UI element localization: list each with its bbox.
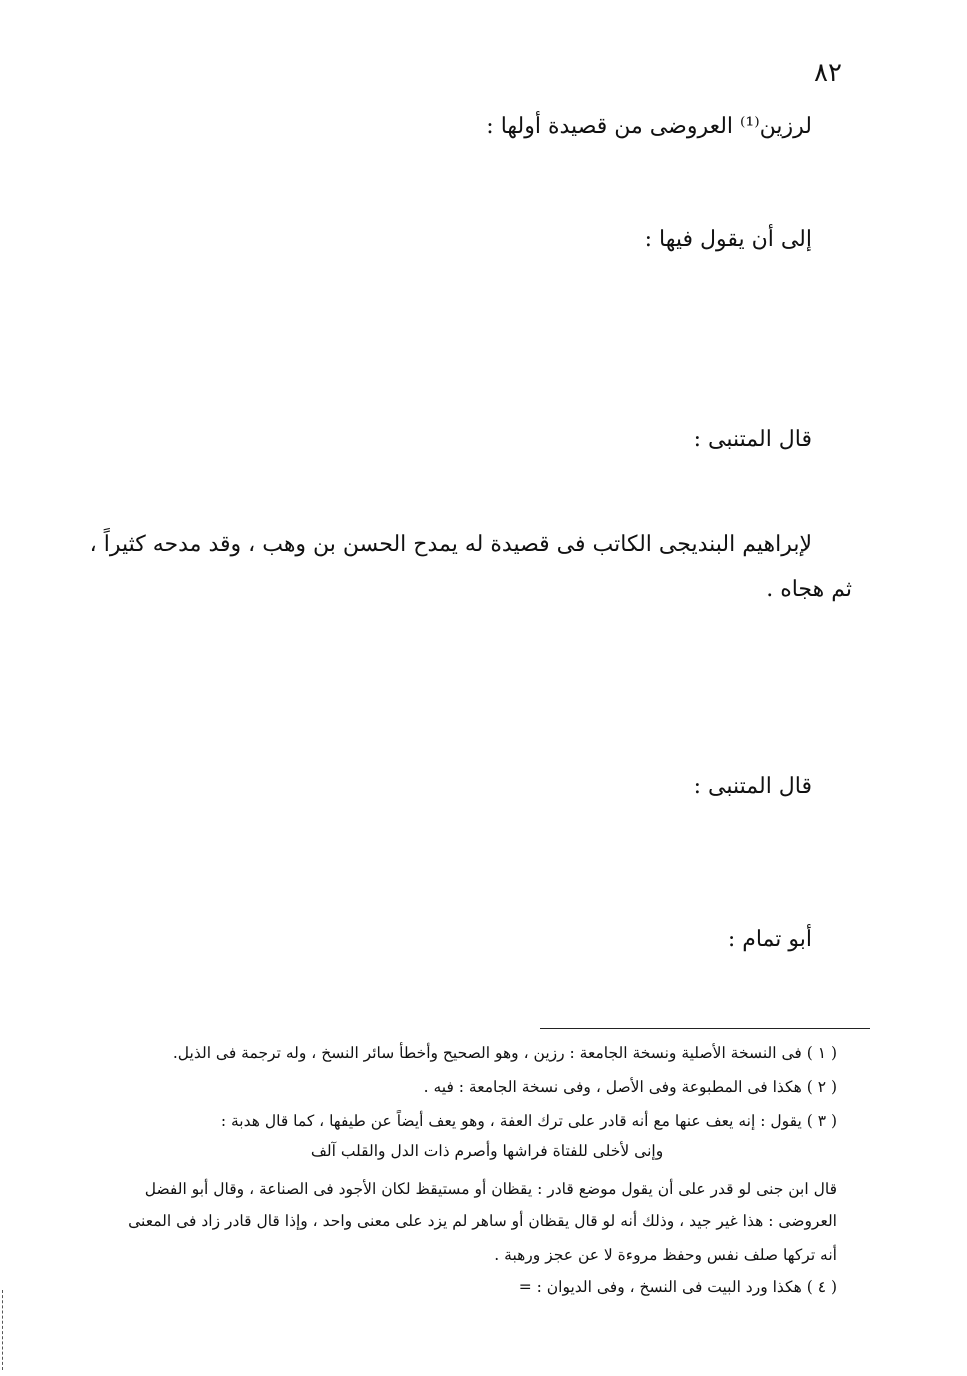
footnote-2: ( ٢ ) هكذا فى المطبوعة وفى الأصل ، وفى نسخة الجامعة : فيه .: [423, 1078, 837, 1096]
footnote-3-verse: وإنى لأخلى للفتاة فراشها وأصرم ذات الدل والقلب آلف: [310, 1142, 664, 1160]
intro-line-2: إلى أن يقول فيها :: [644, 227, 812, 252]
page-edge-mark: [2, 1290, 5, 1370]
footnote-3-continued-1: قال ابن جنى لو قدر على أن يقول موضع قادر : يقظان أو مستيقظ لكان الأجود فى الصناعة ، وقال أبو الفضل: [144, 1180, 837, 1198]
intro-line-5: قال المتنبى :: [693, 774, 812, 799]
intro-line-1: لرزين⁽¹⁾ العروضى من قصيدة أولها :: [486, 114, 812, 139]
footnote-3: ( ٣ ) يقول : إنه يعف عنها مع أنه قادر على ترك العفة ، وهو يعف أيضاً عن طيفها ، كما قال هدبة :: [220, 1112, 837, 1130]
intro-line-3: قال المتنبى :: [693, 427, 812, 452]
intro-line-4b: ثم هجاه .: [766, 577, 852, 602]
intro-line-4a: لإبراهيم البنديجى الكاتب فى قصيدة له يمدح الحسن بن وهب ، وقد مدحه كثيراً ،: [89, 532, 812, 557]
footnote-3-continued-2: العروضى : هذا غير جيد ، وذلك أنه لو قال يقظان أو ساهر لم يزد على معنى واحد ، وإذا قال قادر زاد فى المعنى: [128, 1212, 837, 1230]
footnote-4: ( ٤ ) هكذا ورد البيت فى النسخ ، وفى الديوان : =: [518, 1278, 837, 1296]
footnote-1: ( ١ ) فى النسخة الأصلية ونسخة الجامعة : رزين ، وهو الصحيح وأخطأ سائر النسخ ، وله ترجمة فى الذيل.: [172, 1044, 837, 1062]
page-number: ٨٢: [814, 58, 842, 88]
intro-line-6: أبو تمام :: [727, 927, 812, 952]
footnote-separator: [540, 1028, 870, 1029]
footnote-3-continued-3: أنه تركها صلف نفس وحفظ مروءة لا عن عجز ورهبة .: [494, 1246, 837, 1264]
